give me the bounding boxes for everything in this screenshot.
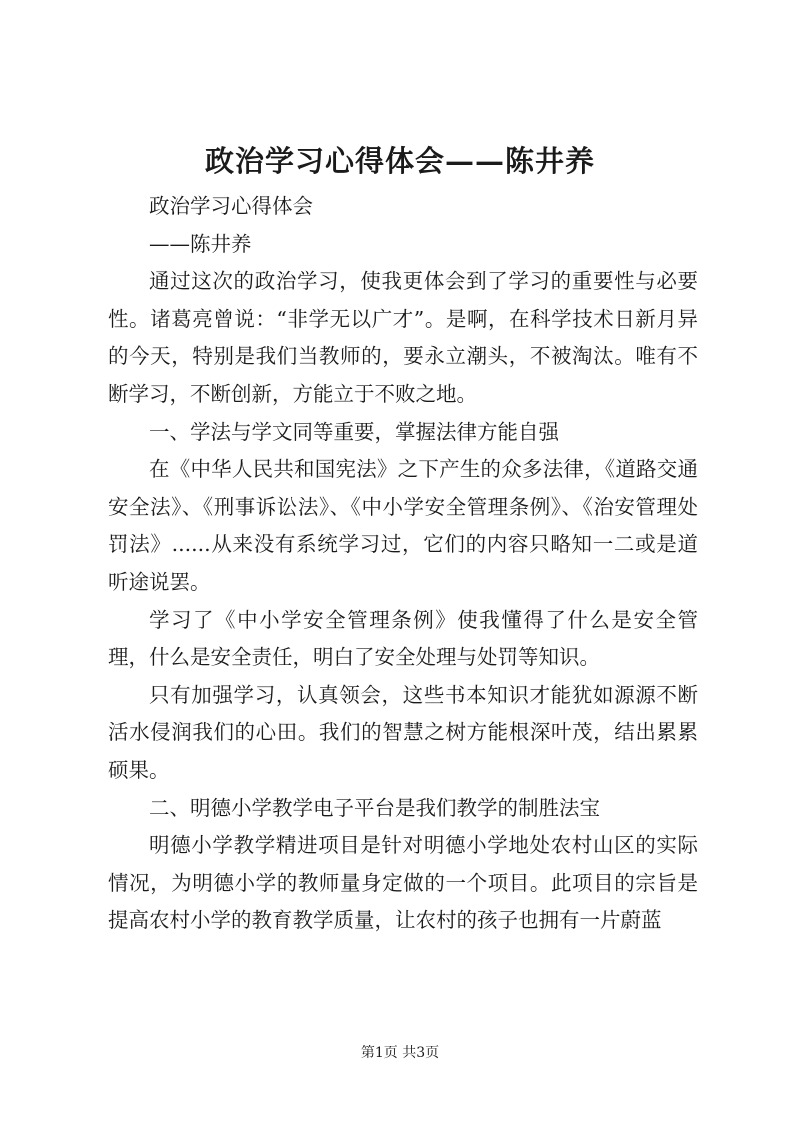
body-paragraph: 明德小学教学精进项目是针对明德小学地处农村山区的实际情况，为明德小学的教师量身定做的一个项目。此项目的宗旨是提高农村小学的教育教学质量，让农村的孩子也拥有一片蔚蓝 [108, 833, 698, 933]
document-body [108, 188, 698, 940]
body-paragraph: 只有加强学习，认真领会，这些书本知识才能犹如源源不断活水侵润我们的心田。我们的智慧之树方能根深叶茂，结出累累硕果。 [108, 682, 698, 782]
section-heading-2: 二、明德小学教学电子平台是我们教学的制胜法宝 [149, 795, 600, 820]
author-paragraph: ——陈井养 [149, 231, 252, 256]
subtitle-paragraph: 政治学习心得体会 [149, 194, 313, 218]
intro-paragraph: 通过这次的政治学习，使我更体会到了学习的重要性与必要性。诸葛亮曾说：“非学无以广才”。是啊，在科学技术日新月异的今天，特别是我们当教师的，要永立潮头，不被淘汰。唯有不断学习，不断创新，方能立于不败之地。 [108, 269, 698, 406]
section-heading-1: 一、学法与学文同等重要，掌握法律方能自强 [149, 419, 559, 444]
body-paragraph: 在《中华人民共和国宪法》之下产生的众多法律，《道路交通安全法》、《刑事诉讼法》、《中小学安全管理条例》、《治安管理处罚法》......从来没有系统学习过，它们的内容只略知一二或是道听途说罢。 [108, 457, 698, 594]
body-paragraph: 学习了《中小学安全管理条例》使我懂得了什么是安全管理，什么是安全责任，明白了安全处理与处罚等知识。 [108, 607, 698, 670]
page-footer: 第1页 共3页 [360, 1045, 440, 1061]
document-title: 政治学习心得体会——陈井养 [204, 144, 595, 178]
